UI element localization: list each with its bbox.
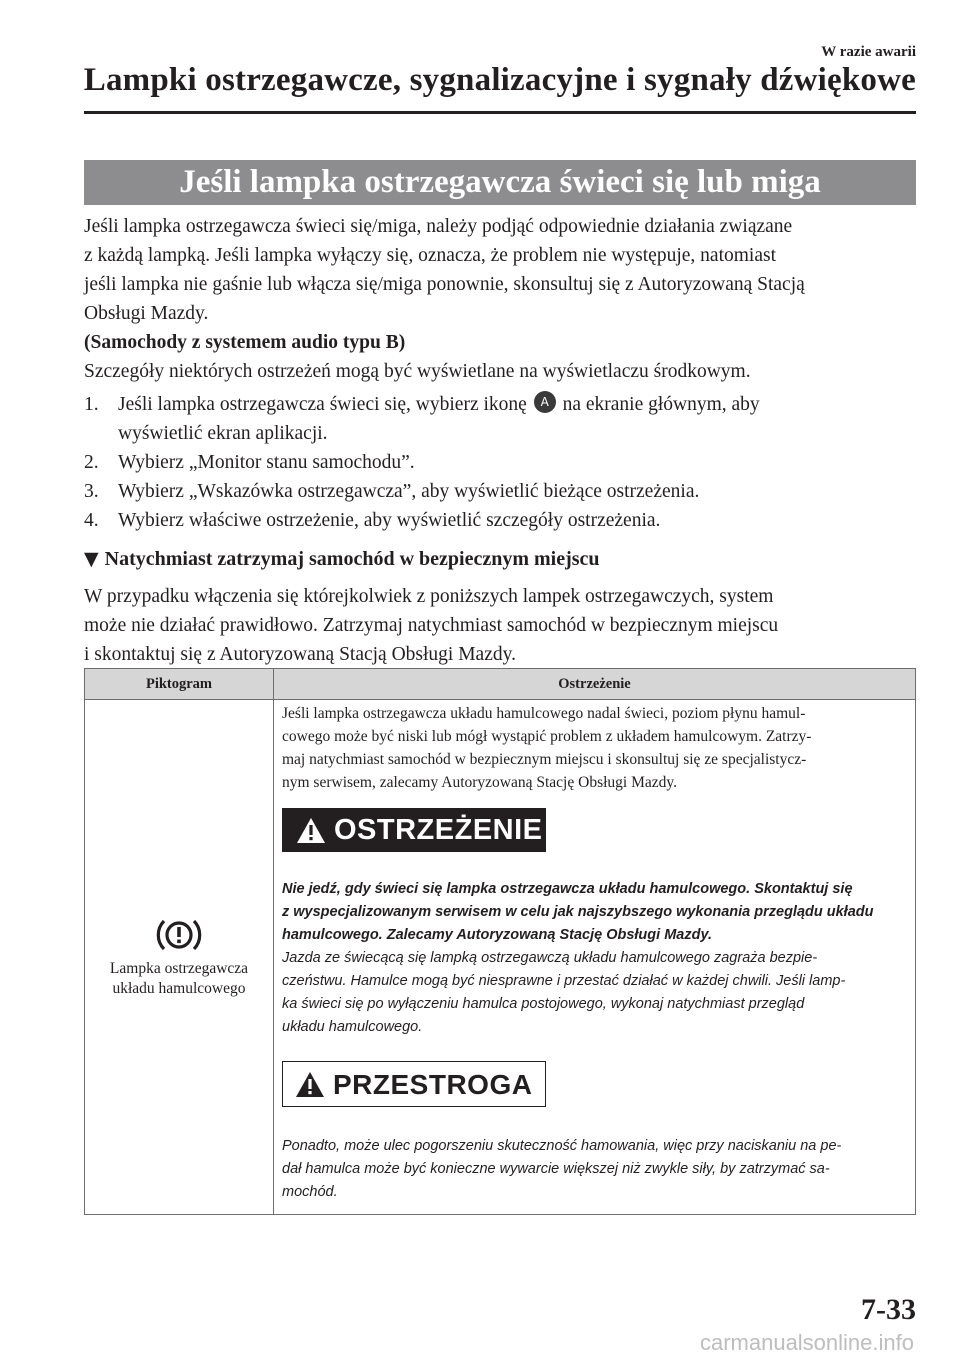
table-row (85, 700, 916, 1215)
stop-line: i skontaktuj się z Autoryzowaną Stacją Obsługi Mazdy. (84, 644, 516, 665)
warning-line: ka świeci się po wyłączeniu hamulca postojowego, wykonaj natychmiast przegląd (282, 996, 805, 1012)
caution-label: PRZESTROGA (333, 1068, 533, 1100)
list-item (84, 477, 916, 506)
body-text (84, 212, 916, 669)
intro-line: jeśli lampka nie gaśnie lub włącza się/miga ponownie, skonsultuj się z Autoryzowaną Stacją (84, 274, 805, 295)
warning-cell (274, 700, 916, 1215)
description-line: cowego może być niski lub mógł wystąpić problem z układem hamulcowym. Zatrzy- (282, 728, 812, 745)
steps-list (84, 390, 916, 535)
app-screen-icon: A (534, 391, 556, 413)
step-text: na ekranie głównym, aby (562, 394, 760, 415)
section-title: Jeśli lampka ostrzegawcza świeci się lub miga (84, 160, 916, 205)
table-header-row (85, 669, 916, 700)
warning-table (84, 668, 916, 1215)
caution-line: mochód. (282, 1184, 338, 1200)
step-number: 3. (84, 481, 99, 502)
header-section-label: W razie awarii (821, 44, 916, 60)
triangle-down-icon: ▼ (84, 548, 99, 570)
caution-triangle-icon (295, 1071, 325, 1098)
caution-label-box (282, 1061, 546, 1107)
warning-line: czeństwu. Hamulce mogą być niesprawne i przestać działać w każdej chwili. Jeśli lamp- (282, 973, 846, 989)
intro-line: z każdą lampką. Jeśli lampka wyłączy się, oznacza, że problem nie występuje, natomiast (84, 245, 776, 266)
pictogram-caption (86, 959, 272, 999)
header-title: Lampki ostrzegawcze, sygnalizacyjne i sygnały dźwiękowe (83, 62, 916, 98)
watermark: carmanualsonline.info (699, 1330, 914, 1355)
caution-line: Ponadto, może ulec pogorszeniu skuteczność hamowania, więc przy naciskaniu na pe- (282, 1138, 842, 1154)
stop-line: W przypadku włączenia się którejkolwiek z poniższych lampek ostrzegawczych, system (84, 586, 774, 607)
brake-warning-icon (156, 915, 202, 955)
description-line: nym serwisem, zalecamy Autoryzowaną Stację Obsługi Mazdy. (282, 774, 677, 791)
warning-label: OSTRZEŻENIE (334, 813, 543, 846)
header-rule (84, 111, 916, 114)
step-text: Wybierz „Wskazówka ostrzegawcza”, aby wyświetlić bieżące ostrzeżenia. (118, 481, 700, 502)
caption-line: układu hamulcowego (112, 980, 246, 997)
warning-bold-line: z wyspecjalizowanym serwisem w celu jak najszybszego wykonania przeglądu układu (282, 904, 874, 920)
subheading-text: Natychmiast zatrzymaj samochód w bezpiecznym miejscu (104, 548, 600, 570)
subheading (84, 545, 916, 574)
header-warning: Ostrzeżenie (274, 669, 916, 700)
header-pictogram: Piktogram (85, 669, 274, 700)
step-number: 1. (84, 394, 99, 415)
step-number: 2. (84, 452, 99, 473)
step-number: 4. (84, 510, 99, 531)
list-item (84, 390, 916, 448)
list-item (84, 506, 916, 535)
intro-line: Obsługi Mazdy. (84, 303, 209, 324)
caution-line: dał hamulca może być konieczne wywarcie większej niż zwykle siły, by zatrzymać sa- (282, 1161, 830, 1177)
warning-bold-line: Nie jedź, gdy świeci się lampka ostrzegawcza układu hamulcowego. Skontaktuj się (282, 881, 853, 897)
warning-line: Jazda ze świecącą się lampką ostrzegawczą układu hamulcowego zagraża bezpie- (282, 950, 818, 966)
intro-line: Jeśli lampka ostrzegawcza świeci się/miga, należy podjąć odpowiednie działania związane (84, 216, 793, 237)
warning-bold-line: hamulcowego. Zalecamy Autoryzowaną Stację Obsługi Mazdy. (282, 927, 713, 943)
caption-line: Lampka ostrzegawcza (109, 960, 249, 977)
stop-line: może nie działać prawidłowo. Zatrzymaj natychmiast samochód w bezpiecznym miejscu (84, 615, 779, 636)
list-item (84, 448, 916, 477)
description-line: maj natychmiast samochód w bezpiecznym miejscu i skonsultuj się ze specjalistycz- (282, 751, 807, 768)
description-line: Jeśli lampka ostrzegawcza układu hamulcowego nadal świeci, poziom płynu hamul- (282, 705, 806, 722)
step-text: Wybierz „Monitor stanu samochodu”. (118, 452, 415, 473)
warning-line: układu hamulcowego. (282, 1019, 423, 1035)
step-text: Jeśli lampka ostrzegawcza świeci się, wybierz ikonę (118, 394, 527, 415)
pictogram-cell (85, 700, 274, 1215)
step-text: Wybierz właściwe ostrzeżenie, aby wyświetlić szczegóły ostrzeżenia. (118, 510, 661, 531)
page-number: 7-33 (861, 1293, 916, 1326)
audio-text: Szczegóły niektórych ostrzeżeń mogą być wyświetlane na wyświetlaczu środkowym. (84, 361, 751, 382)
audio-heading: (Samochody z systemem audio typu B) (84, 332, 406, 353)
step-text: wyświetlić ekran aplikacji. (118, 423, 328, 444)
warning-label-box (282, 808, 546, 852)
warning-triangle-icon (296, 817, 326, 844)
